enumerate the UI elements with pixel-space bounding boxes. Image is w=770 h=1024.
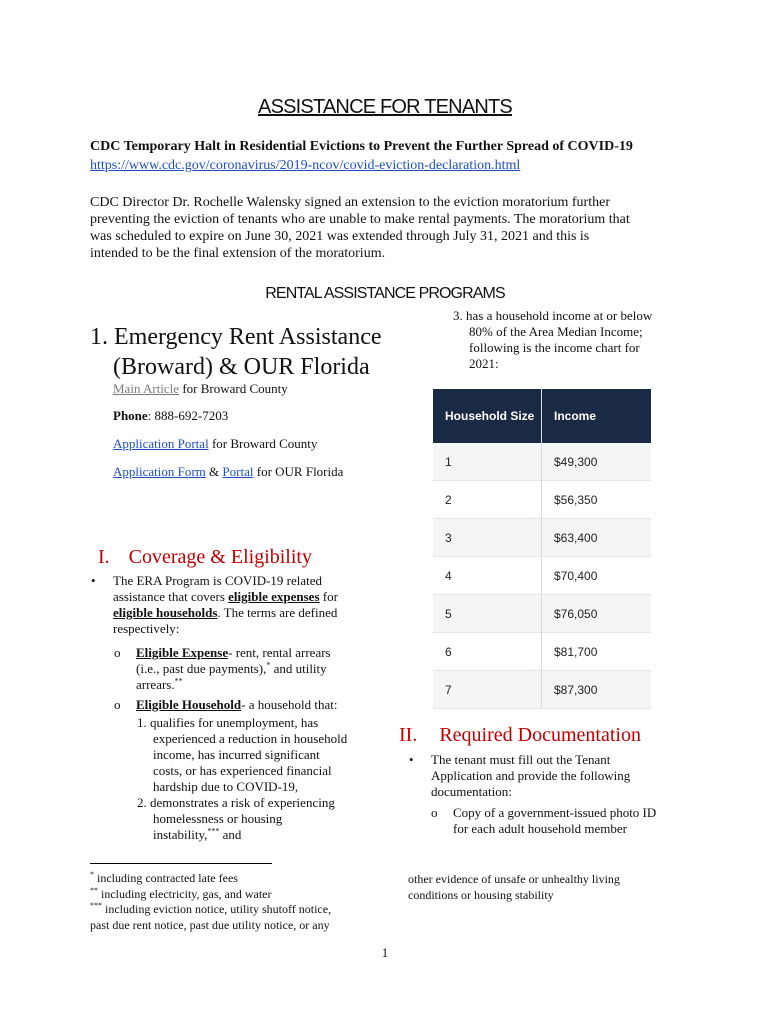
page-title: ASSISTANCE FOR TENANTS [258,96,512,118]
table-row: 4 $70,400 [433,557,651,595]
table-row: 2 $56,350 [433,481,651,519]
footnote-divider [90,863,272,864]
our-florida-portal-link[interactable]: Portal [222,464,254,479]
application-portal-link[interactable]: Application Portal [113,436,209,451]
form-line: Application Form & Portal for OUR Florida [113,464,344,479]
table-row: 1 $49,300 [433,443,651,481]
main-article-link[interactable]: Main Article [113,381,180,396]
table-row: 6 $81,700 [433,633,651,671]
coverage-bullet: • The ERA Program is COVID-19 related assistance that covers eligible expenses for eligible households. The terms are defined respectively: [113,573,383,637]
portal-line: Application Portal for Broward County [113,436,318,451]
household-criteria-3: 3. has a household income at or below 80% of the Area Median Income; following is the income chart for 2021: [453,308,653,371]
program-title: 1. Emergency Rent Assistance (Broward) & OUR Florida [90,324,382,380]
eligible-expense-item: o Eligible Expense- rent, rental arrears (i.e., past due payments),* and utility arrears.** [136,645,376,693]
table-row: 3 $63,400 [433,519,651,557]
cdc-heading: CDC Temporary Halt in Residential Evictions to Prevent the Further Spread of COVID-19 [90,139,633,154]
required-heading: II. Required Documentation [399,724,641,746]
income-table [433,389,651,709]
programs-heading: RENTAL ASSISTANCE PROGRAMS [265,285,505,302]
photo-id-item: o Copy of a government-issued photo ID for each adult household member [453,805,703,837]
cdc-paragraph: CDC Director Dr. Rochelle Walensky signed an extension to the eviction moratorium further preventing the eviction of tenants who are unable to make rental payments. The moratorium that was scheduled to expire on June 30, 2021 was extended through July 31, 2021 and this is intended to be the final extension of the moratorium. [90,195,630,261]
household-criteria-1: 1. qualifies for unemployment, has experienced a reduction in household income, has incurred significant costs, or has experienced financial hardship due to COVID-19, 2. demonstrates a risk of experiencing homelessness or housing instability,*** and [137,715,348,842]
coverage-heading: I. Coverage & Eligibility [98,546,312,568]
table-header-row [433,389,651,443]
table-row: 5 $76,050 [433,595,651,633]
table-row: 7 $87,300 [433,671,651,709]
phone-line: Phone: 888-692-7203 [113,408,229,423]
eligible-household-item: o Eligible Household- a household that: [136,697,376,713]
footnotes-left: * including contracted late fees ** including electricity, gas, and water *** including eviction notice, utility shutoff notice, past due rent notice, past due utility notice, or any [90,870,332,932]
header-income: Income [542,389,652,443]
cdc-link[interactable]: https://www.cdc.gov/coronavirus/2019-ncov/covid-eviction-declaration.html [90,158,521,173]
page-number: 1 [381,945,389,960]
application-form-link[interactable]: Application Form [113,464,206,479]
footnotes-right: other evidence of unsafe or unhealthy living conditions or housing stability [408,872,620,902]
required-bullet: • The tenant must fill out the Tenant Application and provide the following documentation: [431,752,691,800]
main-article-line: Main Article for Broward County [113,381,288,396]
header-household-size: Household Size [433,389,542,443]
